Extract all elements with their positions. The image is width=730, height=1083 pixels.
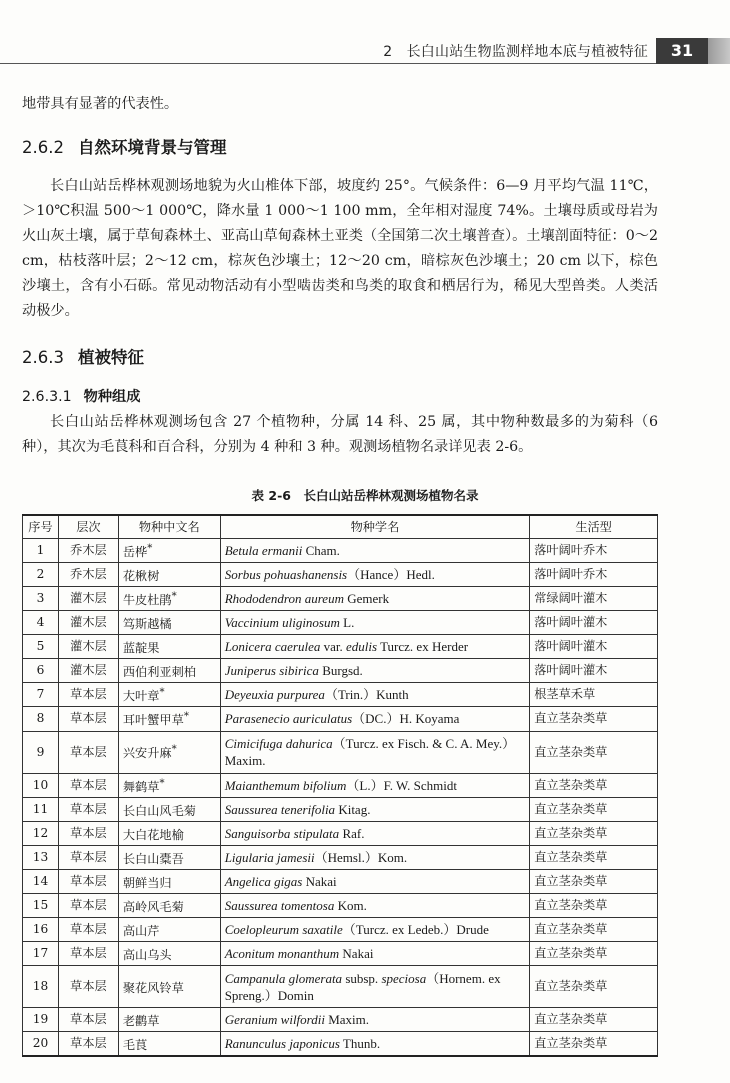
sci-name-rest: （Hance）Hedl. bbox=[347, 567, 435, 583]
section-title: 植被特征 bbox=[77, 348, 144, 367]
table-row bbox=[23, 731, 658, 773]
cell-life-form: 直立茎杂类草 bbox=[530, 773, 658, 797]
cell-chinese-name bbox=[118, 611, 220, 635]
cell-scientific-name bbox=[220, 797, 530, 821]
section-number: 2.6.2 bbox=[22, 138, 64, 157]
cell-layer: 草本层 bbox=[58, 731, 118, 773]
sci-name-italic-2: edulis bbox=[346, 639, 378, 655]
cell-no: 12 bbox=[23, 821, 59, 845]
cell-chinese-name bbox=[118, 539, 220, 563]
sci-name-italic: Coelopleurum saxatile bbox=[224, 921, 343, 937]
cell-chinese-name bbox=[118, 731, 220, 773]
cell-life-form: 直立茎杂类草 bbox=[530, 821, 658, 845]
cell-scientific-name bbox=[220, 966, 530, 1008]
cell-layer: 灌木层 bbox=[58, 635, 118, 659]
cell-life-form: 直立茎杂类草 bbox=[530, 845, 658, 869]
sci-name-rest: Thunb. bbox=[339, 1036, 381, 1052]
sci-name-italic-2: speciosa bbox=[381, 970, 427, 986]
cell-no: 13 bbox=[23, 845, 59, 869]
cell-life-form: 直立茎杂类草 bbox=[530, 797, 658, 821]
cell-scientific-name bbox=[220, 731, 530, 773]
chinese-name: 大叶章 bbox=[122, 689, 160, 704]
cell-life-form: 落叶阔叶灌木 bbox=[530, 635, 658, 659]
cell-layer: 灌木层 bbox=[58, 587, 118, 611]
cell-life-form: 直立茎杂类草 bbox=[530, 917, 658, 941]
cell-no: 16 bbox=[23, 917, 59, 941]
cell-life-form: 直立茎杂类草 bbox=[530, 893, 658, 917]
sci-name-rest: Raf. bbox=[339, 825, 365, 841]
cell-life-form: 直立茎杂类草 bbox=[530, 707, 658, 731]
cell-no: 17 bbox=[23, 941, 59, 965]
cell-scientific-name bbox=[220, 773, 530, 797]
cell-layer: 草本层 bbox=[58, 893, 118, 917]
dominant-mark: * bbox=[171, 744, 177, 756]
cell-scientific-name bbox=[220, 869, 530, 893]
subsection-title: 物种组成 bbox=[83, 389, 141, 405]
cell-chinese-name bbox=[118, 659, 220, 683]
cell-chinese-name bbox=[118, 893, 220, 917]
section-heading-2-6-3 bbox=[22, 344, 144, 368]
sci-name-italic: Betula ermanii bbox=[224, 543, 303, 559]
dominant-mark: * bbox=[147, 543, 153, 554]
sci-name-rest: （Trin.）Kunth bbox=[324, 687, 409, 703]
table-row bbox=[23, 683, 658, 707]
cell-scientific-name bbox=[220, 1032, 530, 1057]
cell-layer: 乔木层 bbox=[58, 563, 118, 587]
sci-name-italic: Sanguisorba stipulata bbox=[224, 825, 340, 841]
cell-scientific-name bbox=[220, 821, 530, 845]
chapter-title: 2 长白山站生物监测样地本底与植被特征 bbox=[383, 44, 648, 60]
cell-layer: 草本层 bbox=[58, 917, 118, 941]
cell-no: 4 bbox=[23, 611, 59, 635]
chinese-name: 蓝靛果 bbox=[122, 641, 160, 656]
cell-no: 5 bbox=[23, 635, 59, 659]
cell-no: 14 bbox=[23, 869, 59, 893]
table-row bbox=[23, 966, 658, 1008]
cell-chinese-name bbox=[118, 635, 220, 659]
intro-tail-paragraph: 地带具有显著的代表性。 bbox=[22, 96, 179, 112]
chinese-name: 高山芹 bbox=[122, 923, 160, 938]
sci-name-rest: var. bbox=[320, 639, 346, 655]
section-title: 自然环境背景与管理 bbox=[77, 138, 227, 157]
sci-name-italic: Angelica gigas bbox=[224, 873, 303, 889]
cell-scientific-name bbox=[220, 659, 530, 683]
cell-layer: 乔木层 bbox=[58, 539, 118, 563]
cell-scientific-name bbox=[220, 893, 530, 917]
sci-name-italic: Ranunculus japonicus bbox=[224, 1036, 340, 1052]
cell-life-form: 根茎草禾草 bbox=[530, 683, 658, 707]
page-number: 31 bbox=[656, 38, 708, 64]
sci-name-rest: （Hemsl.）Kom. bbox=[314, 849, 408, 865]
chinese-name: 聚花风铃草 bbox=[122, 981, 184, 996]
header-scientific-name: 物种学名 bbox=[220, 515, 530, 539]
cell-scientific-name bbox=[220, 563, 530, 587]
header-life-form: 生活型 bbox=[530, 515, 658, 539]
dominant-mark: * bbox=[183, 711, 189, 723]
environment-paragraph: 长白山站岳桦林观测场地貌为火山椎体下部，坡度约 25°。气候条件：6—9 月平均气温 11℃，＞10℃积温 500～1 000℃，降水量 1 000～1 100 mm，全年相对湿度 74%。土壤母质或母岩为火山灰土壤，属于草甸森林土、亚高山草甸森林土亚类（全国第二次土壤普查）。土壤剖面特征：0～2 cm，枯枝落叶层；2～12 cm，棕灰色沙壤土；12～20 cm，暗棕灰色沙壤土；20 cm 以下，棕色沙壤土，含有小石砾。常见动物活动有小型啮齿类和鸟类的取食和栖居行为，稀见大型兽类。人类活动极少。 bbox=[22, 178, 658, 319]
cell-chinese-name bbox=[118, 773, 220, 797]
table-row bbox=[23, 917, 658, 941]
chinese-name: 花楸树 bbox=[122, 569, 160, 584]
cell-scientific-name bbox=[220, 635, 530, 659]
chinese-name: 朝鲜当归 bbox=[122, 875, 172, 890]
cell-chinese-name bbox=[118, 683, 220, 707]
sci-name-italic: Campanula glomerata bbox=[224, 970, 343, 986]
sci-name-rest-2: Turcz. ex Herder bbox=[377, 639, 469, 655]
sci-name-italic: Ligularia jamesii bbox=[224, 849, 315, 865]
sci-name-italic: Cimicifuga dahurica bbox=[224, 736, 333, 751]
header-chinese-name: 物种中文名 bbox=[118, 515, 220, 539]
sci-name-rest: subsp. bbox=[342, 970, 382, 986]
cell-life-form: 直立茎杂类草 bbox=[530, 1032, 658, 1057]
sci-name-italic: Aconitum monanthum bbox=[224, 945, 340, 961]
table-row bbox=[23, 635, 658, 659]
table-row bbox=[23, 773, 658, 797]
table-row bbox=[23, 707, 658, 731]
cell-chinese-name bbox=[118, 941, 220, 965]
table-row bbox=[23, 869, 658, 893]
sci-name-italic: Saussurea tomentosa bbox=[224, 897, 335, 913]
cell-layer: 草本层 bbox=[58, 1032, 118, 1057]
cell-scientific-name bbox=[220, 683, 530, 707]
cell-layer: 草本层 bbox=[58, 941, 118, 965]
cell-layer: 草本层 bbox=[58, 845, 118, 869]
chinese-name: 兴安升麻 bbox=[122, 746, 172, 761]
cell-no: 20 bbox=[23, 1032, 59, 1057]
cell-no: 8 bbox=[23, 707, 59, 731]
table-row bbox=[23, 821, 658, 845]
cell-no: 19 bbox=[23, 1008, 59, 1032]
header-no: 序号 bbox=[23, 515, 59, 539]
chinese-name: 毛茛 bbox=[122, 1038, 148, 1053]
running-header bbox=[0, 38, 730, 64]
sci-name-rest: Burgsd. bbox=[318, 663, 363, 679]
cell-layer: 草本层 bbox=[58, 707, 118, 731]
sci-name-rest: （Turcz. ex Fisch. & C. A. Mey.）Maxim. bbox=[224, 736, 516, 768]
table-row bbox=[23, 659, 658, 683]
cell-no: 11 bbox=[23, 797, 59, 821]
table-body bbox=[23, 539, 658, 1057]
chinese-name: 大白花地榆 bbox=[122, 827, 184, 842]
cell-life-form: 常绿阔叶灌木 bbox=[530, 587, 658, 611]
cell-scientific-name bbox=[220, 917, 530, 941]
sci-name-rest: Nakai bbox=[339, 945, 374, 961]
sci-name-italic: Sorbus pohuashanensis bbox=[224, 567, 348, 583]
sci-name-italic: Parasenecio auriculatus bbox=[224, 711, 353, 727]
cell-chinese-name bbox=[118, 821, 220, 845]
cell-layer: 草本层 bbox=[58, 773, 118, 797]
cell-chinese-name bbox=[118, 869, 220, 893]
sci-name-italic: Vaccinium uliginosum bbox=[224, 615, 340, 631]
cell-layer: 草本层 bbox=[58, 966, 118, 1008]
sci-name-rest: （L.）F. W. Schmidt bbox=[346, 777, 457, 793]
cell-no: 9 bbox=[23, 731, 59, 773]
cell-life-form: 直立茎杂类草 bbox=[530, 941, 658, 965]
page-edge-strip bbox=[708, 38, 730, 64]
table-row bbox=[23, 1032, 658, 1057]
table-row bbox=[23, 941, 658, 965]
cell-no: 2 bbox=[23, 563, 59, 587]
cell-chinese-name bbox=[118, 563, 220, 587]
plant-list-table bbox=[22, 514, 658, 1057]
sci-name-rest: Kom. bbox=[334, 897, 367, 913]
cell-life-form: 直立茎杂类草 bbox=[530, 966, 658, 1008]
table-row bbox=[23, 587, 658, 611]
cell-life-form: 落叶阔叶灌木 bbox=[530, 611, 658, 635]
cell-layer: 草本层 bbox=[58, 821, 118, 845]
cell-scientific-name bbox=[220, 845, 530, 869]
cell-no: 15 bbox=[23, 893, 59, 917]
cell-layer: 灌木层 bbox=[58, 659, 118, 683]
cell-life-form: 落叶阔叶乔木 bbox=[530, 563, 658, 587]
cell-layer: 草本层 bbox=[58, 797, 118, 821]
table-caption: 表 2-6 长白山站岳桦林观测场植物名录 bbox=[251, 488, 479, 503]
section-number: 2.6.3 bbox=[22, 348, 64, 367]
cell-life-form: 落叶阔叶乔木 bbox=[530, 539, 658, 563]
sci-name-rest: L. bbox=[339, 615, 355, 631]
subsection-number: 2.6.3.1 bbox=[22, 389, 72, 405]
cell-no: 10 bbox=[23, 773, 59, 797]
table-row bbox=[23, 797, 658, 821]
sci-name-italic: Deyeuxia purpurea bbox=[224, 687, 325, 703]
chinese-name: 长白山橐吾 bbox=[122, 851, 184, 866]
cell-scientific-name bbox=[220, 539, 530, 563]
chinese-name: 高岭风毛菊 bbox=[122, 899, 184, 914]
sci-name-rest: Gemerk bbox=[343, 591, 390, 607]
sci-name-italic: Saussurea tenerifolia bbox=[224, 801, 336, 817]
cell-chinese-name bbox=[118, 1008, 220, 1032]
header-layer: 层次 bbox=[58, 515, 118, 539]
table-header-row bbox=[23, 515, 658, 539]
cell-layer: 草本层 bbox=[58, 1008, 118, 1032]
chinese-name: 岳桦 bbox=[122, 545, 148, 560]
chinese-name: 笃斯越橘 bbox=[122, 617, 172, 632]
sci-name-italic: Rhododendron aureum bbox=[224, 591, 344, 607]
cell-layer: 草本层 bbox=[58, 683, 118, 707]
cell-life-form: 直立茎杂类草 bbox=[530, 1008, 658, 1032]
chinese-name: 牛皮杜鹃 bbox=[122, 593, 172, 608]
cell-no: 3 bbox=[23, 587, 59, 611]
cell-life-form: 直立茎杂类草 bbox=[530, 869, 658, 893]
cell-scientific-name bbox=[220, 587, 530, 611]
chinese-name: 西伯利亚刺柏 bbox=[122, 665, 196, 680]
chinese-name: 舞鹤草 bbox=[122, 779, 160, 794]
sci-name-rest: （DC.）H. Koyama bbox=[352, 711, 460, 727]
sci-name-rest-2: （Hornem. ex Spreng.）Domin bbox=[224, 970, 501, 1003]
cell-no: 6 bbox=[23, 659, 59, 683]
sci-name-italic: Maianthemum bifolium bbox=[224, 777, 347, 793]
cell-no: 18 bbox=[23, 966, 59, 1008]
sci-name-italic: Lonicera caerulea bbox=[224, 639, 321, 655]
cell-chinese-name bbox=[118, 966, 220, 1008]
table-row bbox=[23, 563, 658, 587]
sci-name-rest: Cham. bbox=[302, 543, 340, 559]
sci-name-italic: Geranium wilfordii bbox=[224, 1012, 325, 1028]
section-heading-2-6-2 bbox=[22, 134, 226, 158]
table-row bbox=[23, 611, 658, 635]
cell-life-form: 直立茎杂类草 bbox=[530, 731, 658, 773]
dominant-mark: * bbox=[159, 687, 165, 699]
cell-layer: 草本层 bbox=[58, 869, 118, 893]
cell-chinese-name bbox=[118, 587, 220, 611]
table-row bbox=[23, 893, 658, 917]
dominant-mark: * bbox=[171, 591, 177, 603]
cell-chinese-name bbox=[118, 797, 220, 821]
cell-no: 1 bbox=[23, 539, 59, 563]
subsection-heading-2-6-3-1 bbox=[22, 386, 140, 406]
table-row bbox=[23, 845, 658, 869]
chinese-name: 耳叶蟹甲草 bbox=[122, 713, 184, 728]
chinese-name: 高山乌头 bbox=[122, 948, 172, 962]
cell-no: 7 bbox=[23, 683, 59, 707]
sci-name-rest: Nakai bbox=[302, 873, 337, 889]
cell-scientific-name bbox=[220, 941, 530, 965]
sci-name-rest: （Turcz. ex Ledeb.）Drude bbox=[342, 921, 489, 937]
cell-chinese-name bbox=[118, 707, 220, 731]
table-row bbox=[23, 1008, 658, 1032]
sci-name-rest: Maxim. bbox=[324, 1012, 370, 1028]
species-composition-paragraph: 长白山站岳桦林观测场包含 27 个植物种，分属 14 科、25 属，其中物种数最多的为菊科（6 种），其次为毛茛科和百合科，分别为 4 种和 3 种。观测场植物名录详见表 2-6。 bbox=[22, 414, 658, 455]
sci-name-rest: Kitag. bbox=[335, 801, 371, 817]
chinese-name: 老鹳草 bbox=[122, 1014, 160, 1029]
sci-name-italic: Juniperus sibirica bbox=[224, 663, 319, 679]
cell-layer: 灌木层 bbox=[58, 611, 118, 635]
cell-chinese-name bbox=[118, 917, 220, 941]
cell-scientific-name bbox=[220, 707, 530, 731]
table-row bbox=[23, 539, 658, 563]
cell-chinese-name bbox=[118, 845, 220, 869]
dominant-mark: * bbox=[159, 777, 165, 789]
cell-scientific-name bbox=[220, 611, 530, 635]
chinese-name: 长白山风毛菊 bbox=[122, 803, 196, 818]
cell-chinese-name bbox=[118, 1032, 220, 1057]
cell-life-form: 落叶阔叶灌木 bbox=[530, 659, 658, 683]
cell-scientific-name bbox=[220, 1008, 530, 1032]
header-rule bbox=[0, 63, 656, 64]
